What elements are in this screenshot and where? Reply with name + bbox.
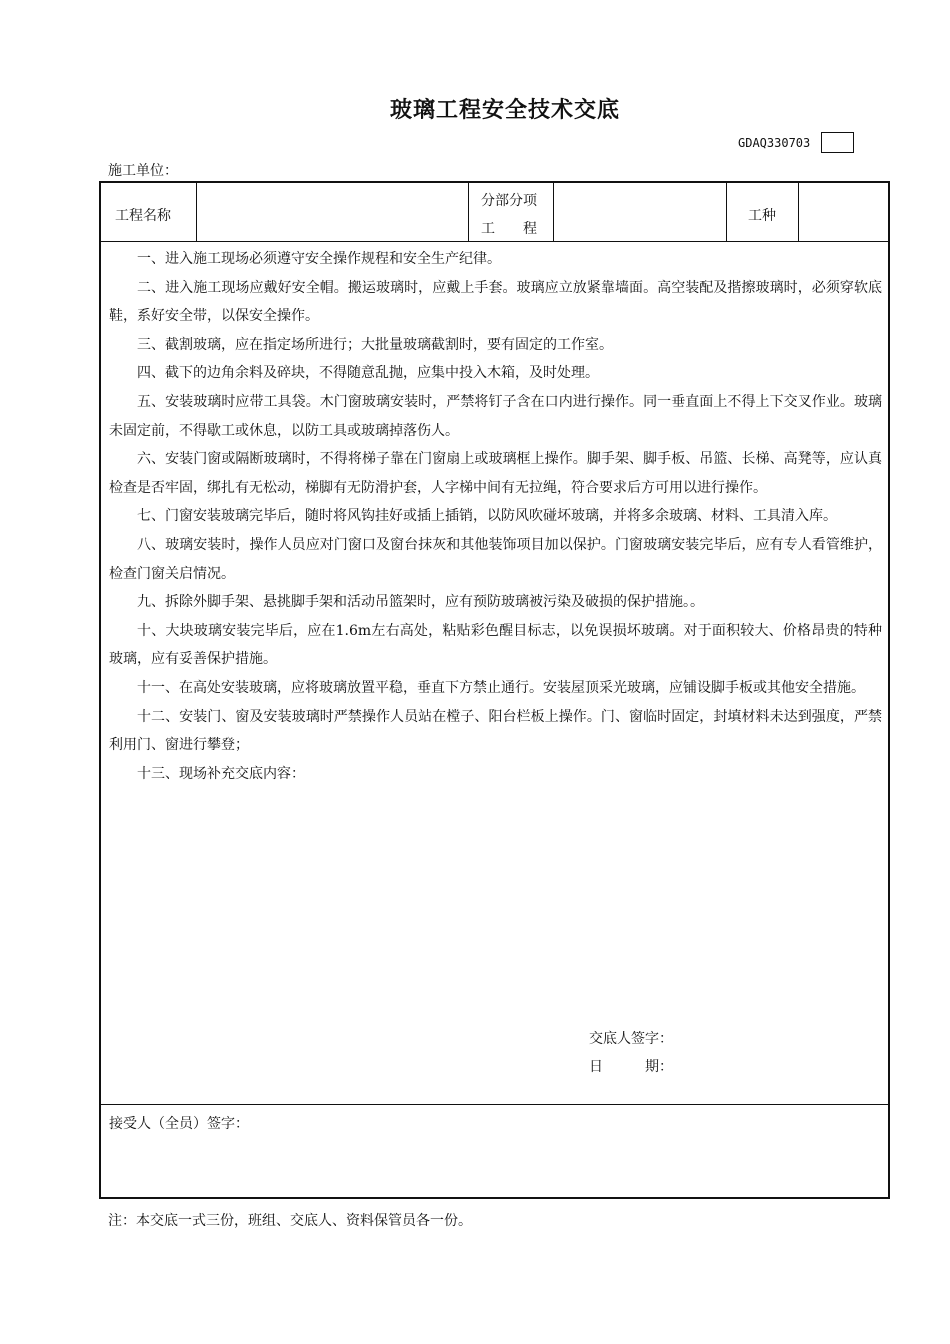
clause-item: 七、门窗安装玻璃完毕后，随时将风钩挂好或插上插销，以防风吹碰坏玻璃，并将多余玻璃、材料、工具清入库。 — [137, 508, 837, 525]
clause-item: 十三、现场补充交底内容： — [137, 765, 305, 782]
column-divider — [468, 183, 469, 241]
clause-item: 九、拆除外脚手架、悬挑脚手架和活动吊篮架时，应有预防玻璃被污染及破损的保护措施。。 — [137, 594, 704, 611]
project-name-label: 工程名称 — [115, 208, 171, 224]
document-code-box[interactable] — [821, 132, 854, 153]
document-code: GDAQ330703 — [738, 136, 811, 150]
clause-item: 十一、在高处安装玻璃，应将玻璃放置平稳，垂直下方禁止通行。安装屋顶采光玻璃，应铺设脚手板或其他安全措施。 — [137, 679, 865, 696]
column-divider — [553, 183, 554, 241]
clause-item: 二、进入施工现场应戴好安全帽。搬运玻璃时，应戴上手套。玻璃应立放紧靠墙面。高空装配及揩擦玻璃时，必须穿软底鞋，系好安全带，以保安全操作。 — [109, 279, 882, 325]
project-name-field[interactable] — [199, 185, 465, 238]
column-divider — [726, 183, 727, 241]
clause-item: 八、玻璃安装时，操作人员应对门窗口及窗台抹灰和其他装饰项目加以保护。门窗玻璃安装完毕后，应有专人看管维护，检查门窗关启情况。 — [109, 536, 882, 582]
footer-note: 注：本交底一式三份，班组、交底人、资料保管员各一份。 — [108, 1213, 472, 1229]
clause-item: 一、进入施工现场必须遵守安全操作规程和安全生产纪律。 — [137, 251, 501, 267]
clause-item: 五、安装玻璃时应带工具袋。木门窗玻璃安装时，严禁将钉子含在口内进行操作。同一垂直面上不得上下交叉作业。玻璃未固定前，不得歇工或休息，以防工具或玻璃掉落伤人。 — [109, 393, 882, 439]
clause-item: 十、大块玻璃安装完毕后，应在1.6m左右高处，粘贴彩色醒目标志，以免误损坏玻璃。对于面积较大、价格昂贵的特种玻璃，应有妥善保护措施。 — [109, 622, 882, 668]
disclosure-form — [99, 181, 890, 1199]
sub-project-label-line1: 分部分项 — [481, 193, 537, 209]
sub-project-field[interactable] — [556, 185, 723, 238]
sub-project-label-line2: 工 程 — [481, 221, 537, 237]
discloser-signature-label: 交底人签字： — [589, 1031, 673, 1047]
clause-item: 四、截下的边角余料及碎块，不得随意乱抛，应集中投入木箱，及时处理。 — [137, 365, 599, 382]
trade-field[interactable] — [801, 185, 887, 238]
clause-item: 六、安装门窗或隔断玻璃时，不得将梯子靠在门窗扇上或玻璃框上操作。脚手架、脚手板、吊篮、长梯、高凳等，应认真检查是否牢固，绑扎有无松动，梯脚有无防滑护套，人字梯中间有无拉绳，符合要求后方可用以进行操作。 — [109, 451, 882, 496]
clause-item: 十二、安装门、窗及安装玻璃时严禁操作人员站在樘子、阳台栏板上操作。门、窗临时固定，封填材料未达到强度，严禁利用门、窗进行攀登； — [109, 708, 882, 754]
trade-label: 工种 — [748, 208, 776, 224]
receiver-signature-label: 接受人（全员）签字： — [109, 1116, 249, 1132]
safety-clauses — [109, 245, 882, 788]
header-divider — [101, 241, 888, 242]
column-divider — [196, 183, 197, 241]
page-title: 玻璃工程安全技术交底 — [389, 98, 620, 123]
construction-unit-label: 施工单位： — [108, 163, 178, 179]
clause-item: 三、截割玻璃，应在指定场所进行；大批量玻璃截割时，要有固定的工作室。 — [137, 336, 613, 353]
column-divider — [798, 183, 799, 241]
disclosure-date-label: 日 期： — [589, 1059, 673, 1075]
receiver-divider — [101, 1104, 888, 1105]
